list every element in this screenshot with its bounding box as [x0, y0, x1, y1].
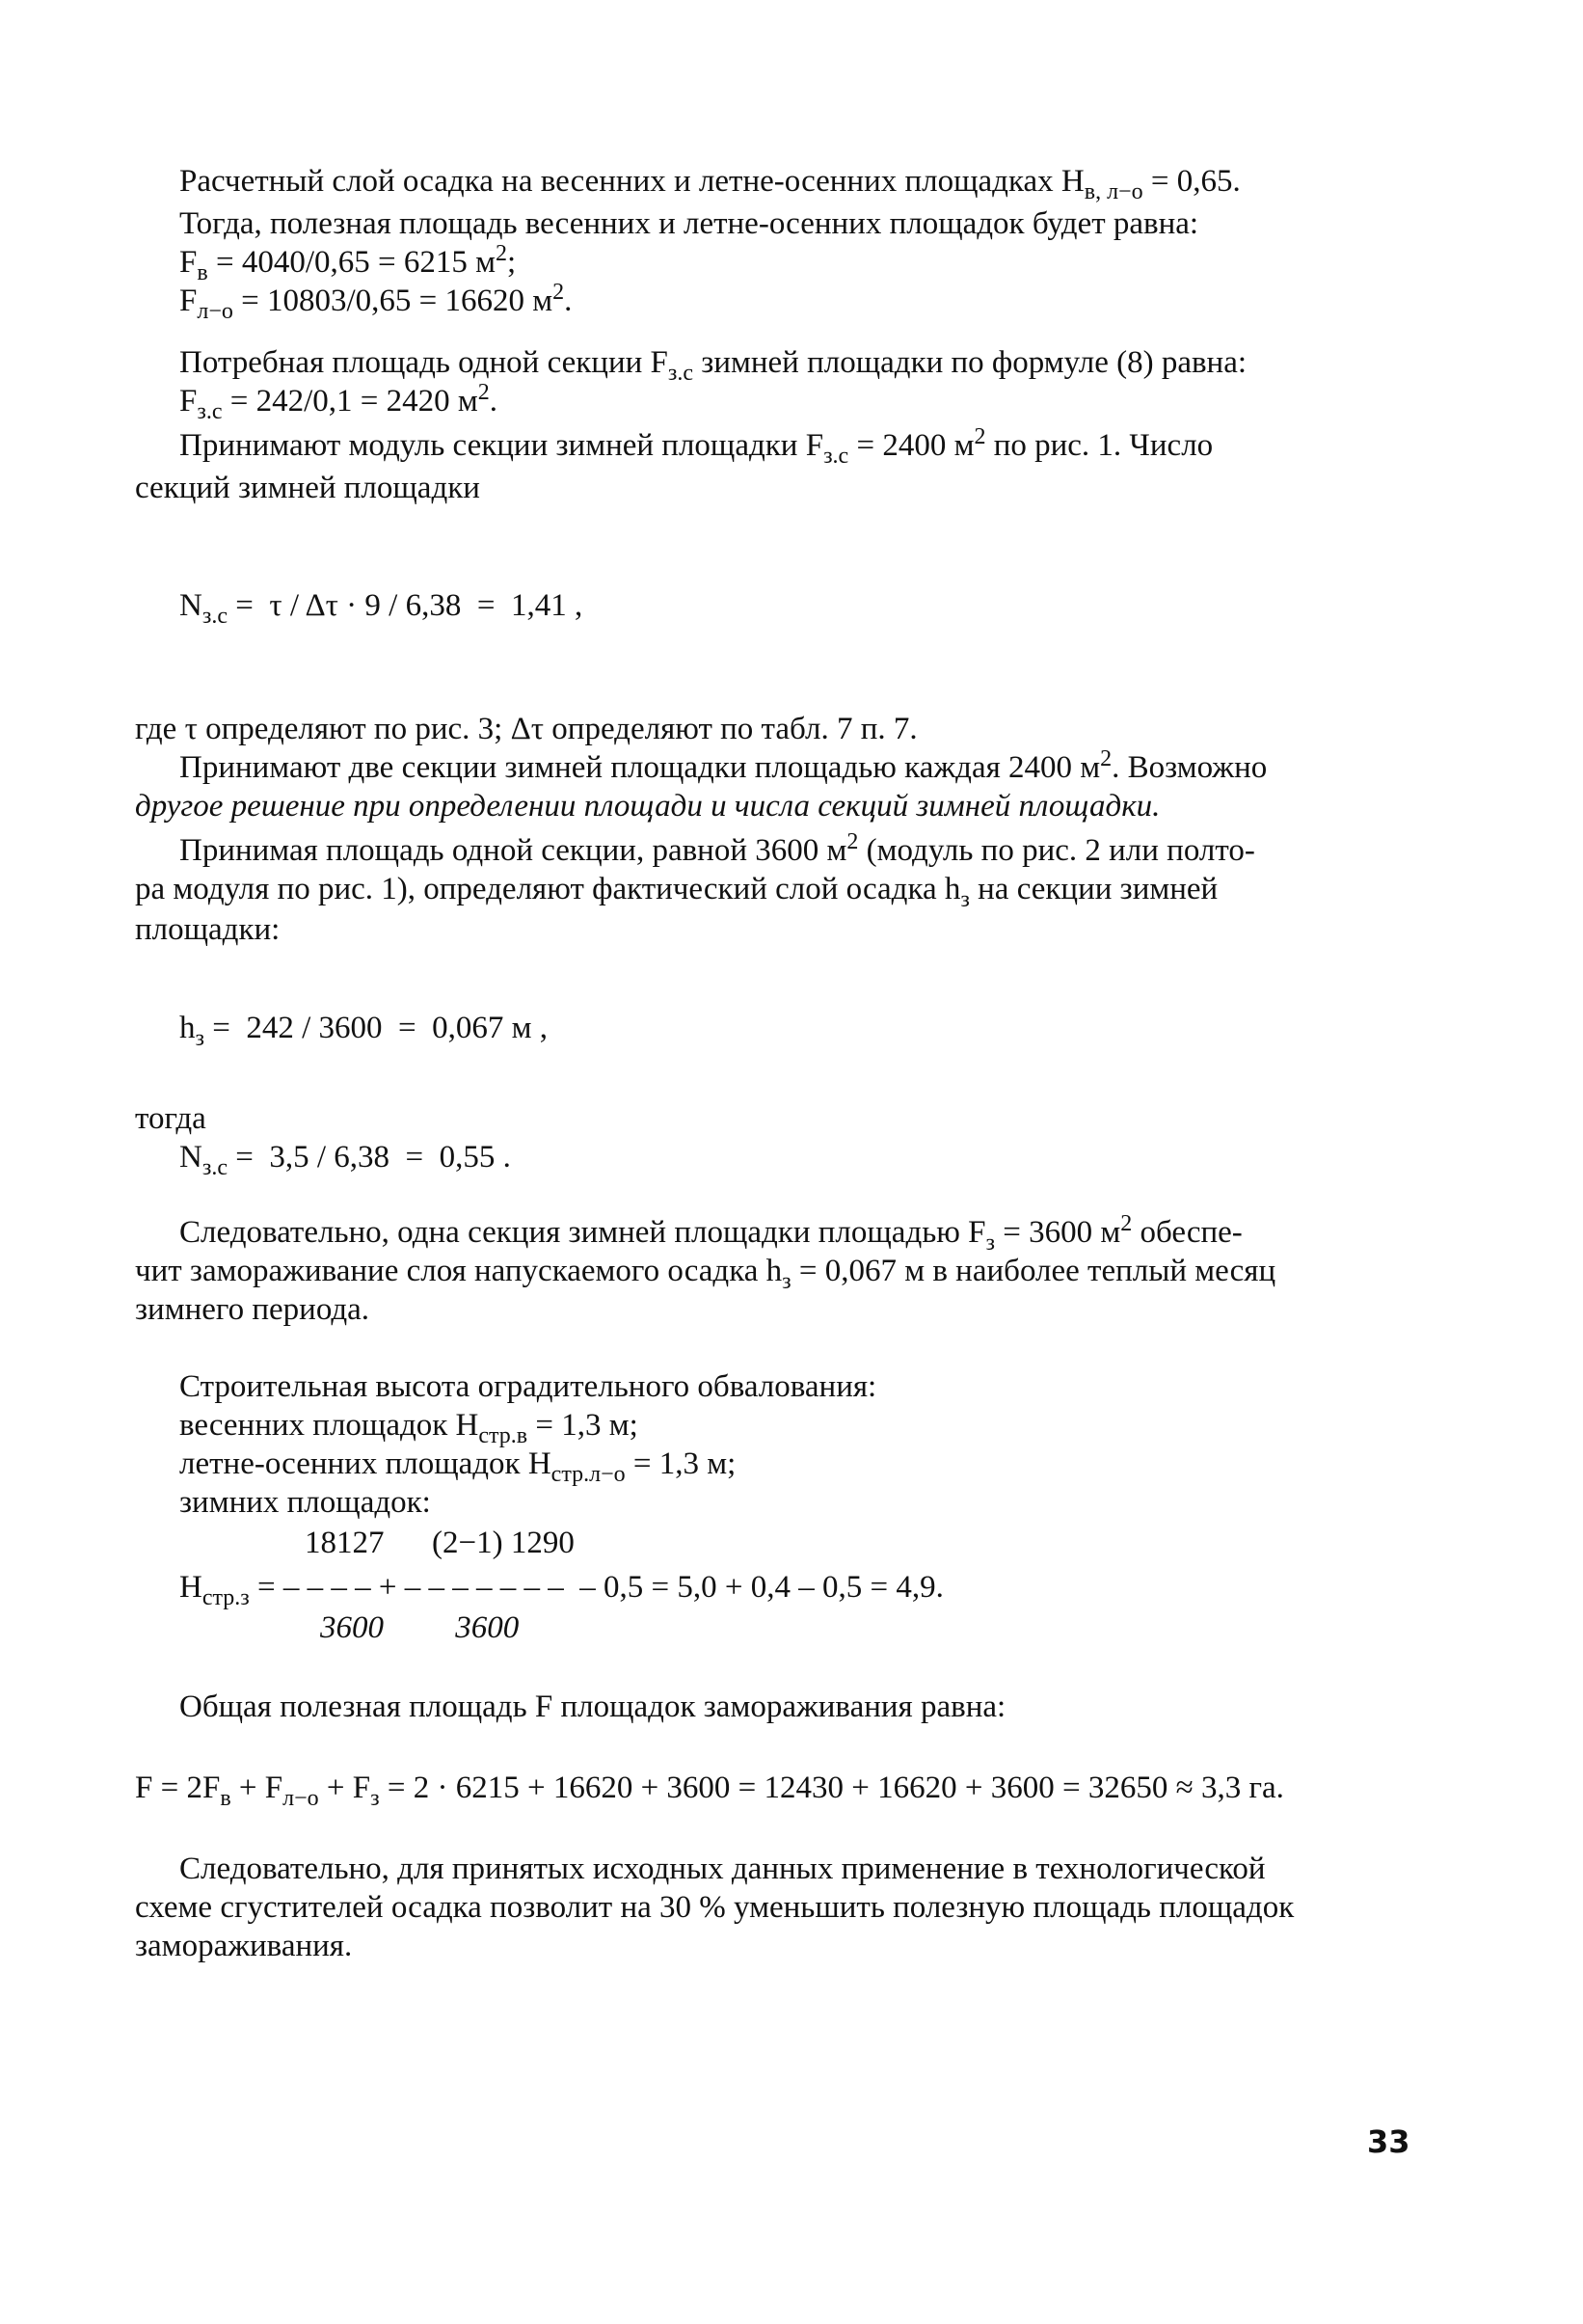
text-line: весенних площадок $Н_{стр.в} = 1,3$ м;: [179, 1408, 638, 1448]
text-line: секций зимней площадки: [135, 471, 480, 505]
equation-height-winter: $Н_{стр.з}$ = – – – – + – – – – – – – – 0,5 = 5,0 + 0,4 – 0,5 = 4,9.: [179, 1570, 944, 1610]
equation-sections-count: $N_{з.с} = \tau / \Delta\tau \cdot 9 / 6,38 = 1,41$ ,: [179, 588, 583, 629]
text-line: схеме сгустителей осадка позволит на 30 % уменьшить полезную площадь площадок: [135, 1890, 1295, 1925]
fraction-numerators: 18127 (2−1) 1290: [305, 1526, 575, 1560]
text-line: Следовательно, для принятых исходных данных применение в технологической: [179, 1851, 1266, 1886]
text-line: Строительная высота оградительного обвалования:: [179, 1369, 877, 1404]
text-line: Принимают две секции зимней площадки площадью каждая 2400 $м^2$. Возможно: [179, 746, 1268, 785]
equation-sections-count-2: $N_{з.с} = 3,5 / 6,38 = 0,55$ .: [179, 1140, 511, 1180]
fraction-denominators: 3600 3600: [320, 1610, 520, 1645]
equation-total-area: $F = 2F_в + F_{л-о} + F_з = 2 \cdot 6215 + 16620 + 3600 = 12430 + 16620 + 3600 = 32650 \approx 3,3$ га.: [135, 1770, 1284, 1811]
text-line: чит замораживание слоя напускаемого осадка $h_з = 0,067$ м в наиболее теплый месяц: [135, 1254, 1276, 1294]
text-line: зимнего периода.: [135, 1292, 370, 1327]
text-line: Расчетный слой осадка на весенних и летне-осенних площадках $Н_{в, л-о} = 0,65$.: [179, 164, 1241, 204]
equation-layer-thickness: $h_з = 242 / 3600 = 0,067$ м ,: [179, 1011, 549, 1051]
formula-line: $F_{з.с} = 242/0,1 = 2420$ $м^2$.: [179, 380, 498, 424]
text-line: Принимают модуль секции зимней площадки $F_{з.с} = 2400$ $м^2$ по рис. 1. Число: [179, 424, 1214, 469]
text-line: Потребная площадь одной секции $F_{з.с}$ зимней площадки по формуле (8) равна:: [179, 345, 1248, 386]
text-line: где τ определяют по рис. 3; Δτ определяют по табл. 7 п. 7.: [135, 712, 918, 746]
text-line: Принимая площадь одной секции, равной 3600 $м^2$ (модуль по рис. 2 или полто-: [179, 829, 1255, 868]
text-line: площадки:: [135, 912, 281, 947]
text-line: Общая полезная площадь F площадок замораживания равна:: [179, 1689, 1006, 1724]
text-line: тогда: [135, 1101, 206, 1136]
text-line: замораживания.: [135, 1929, 353, 1963]
text-line-italic: другое решение при определении площади и числа секций зимней площадки.: [135, 789, 1161, 824]
text-line: ра модуля по рис. 1), определяют фактический слой осадка $h_з$ на секции зимней: [135, 872, 1219, 912]
formula-line: $F_{л-о} = 10803/0,65 = 16620$ $м^2$.: [179, 280, 573, 324]
text-line: зимних площадок:: [179, 1485, 431, 1520]
page-number: 33: [1367, 2123, 1410, 2160]
text-line: летне-осенних площадок $Н_{стр.л-о} = 1,3$ м;: [179, 1446, 737, 1487]
text-line: Следовательно, одна секция зимней площадки площадью $F_з = 3600$ $м^2$ обеспе-: [179, 1211, 1243, 1256]
text-line: Тогда, полезная площадь весенних и летне-осенних площадок будет равна:: [179, 206, 1199, 241]
formula-line: $F_в = 4040/0,65 = 6215$ $м^2$;: [179, 241, 517, 285]
